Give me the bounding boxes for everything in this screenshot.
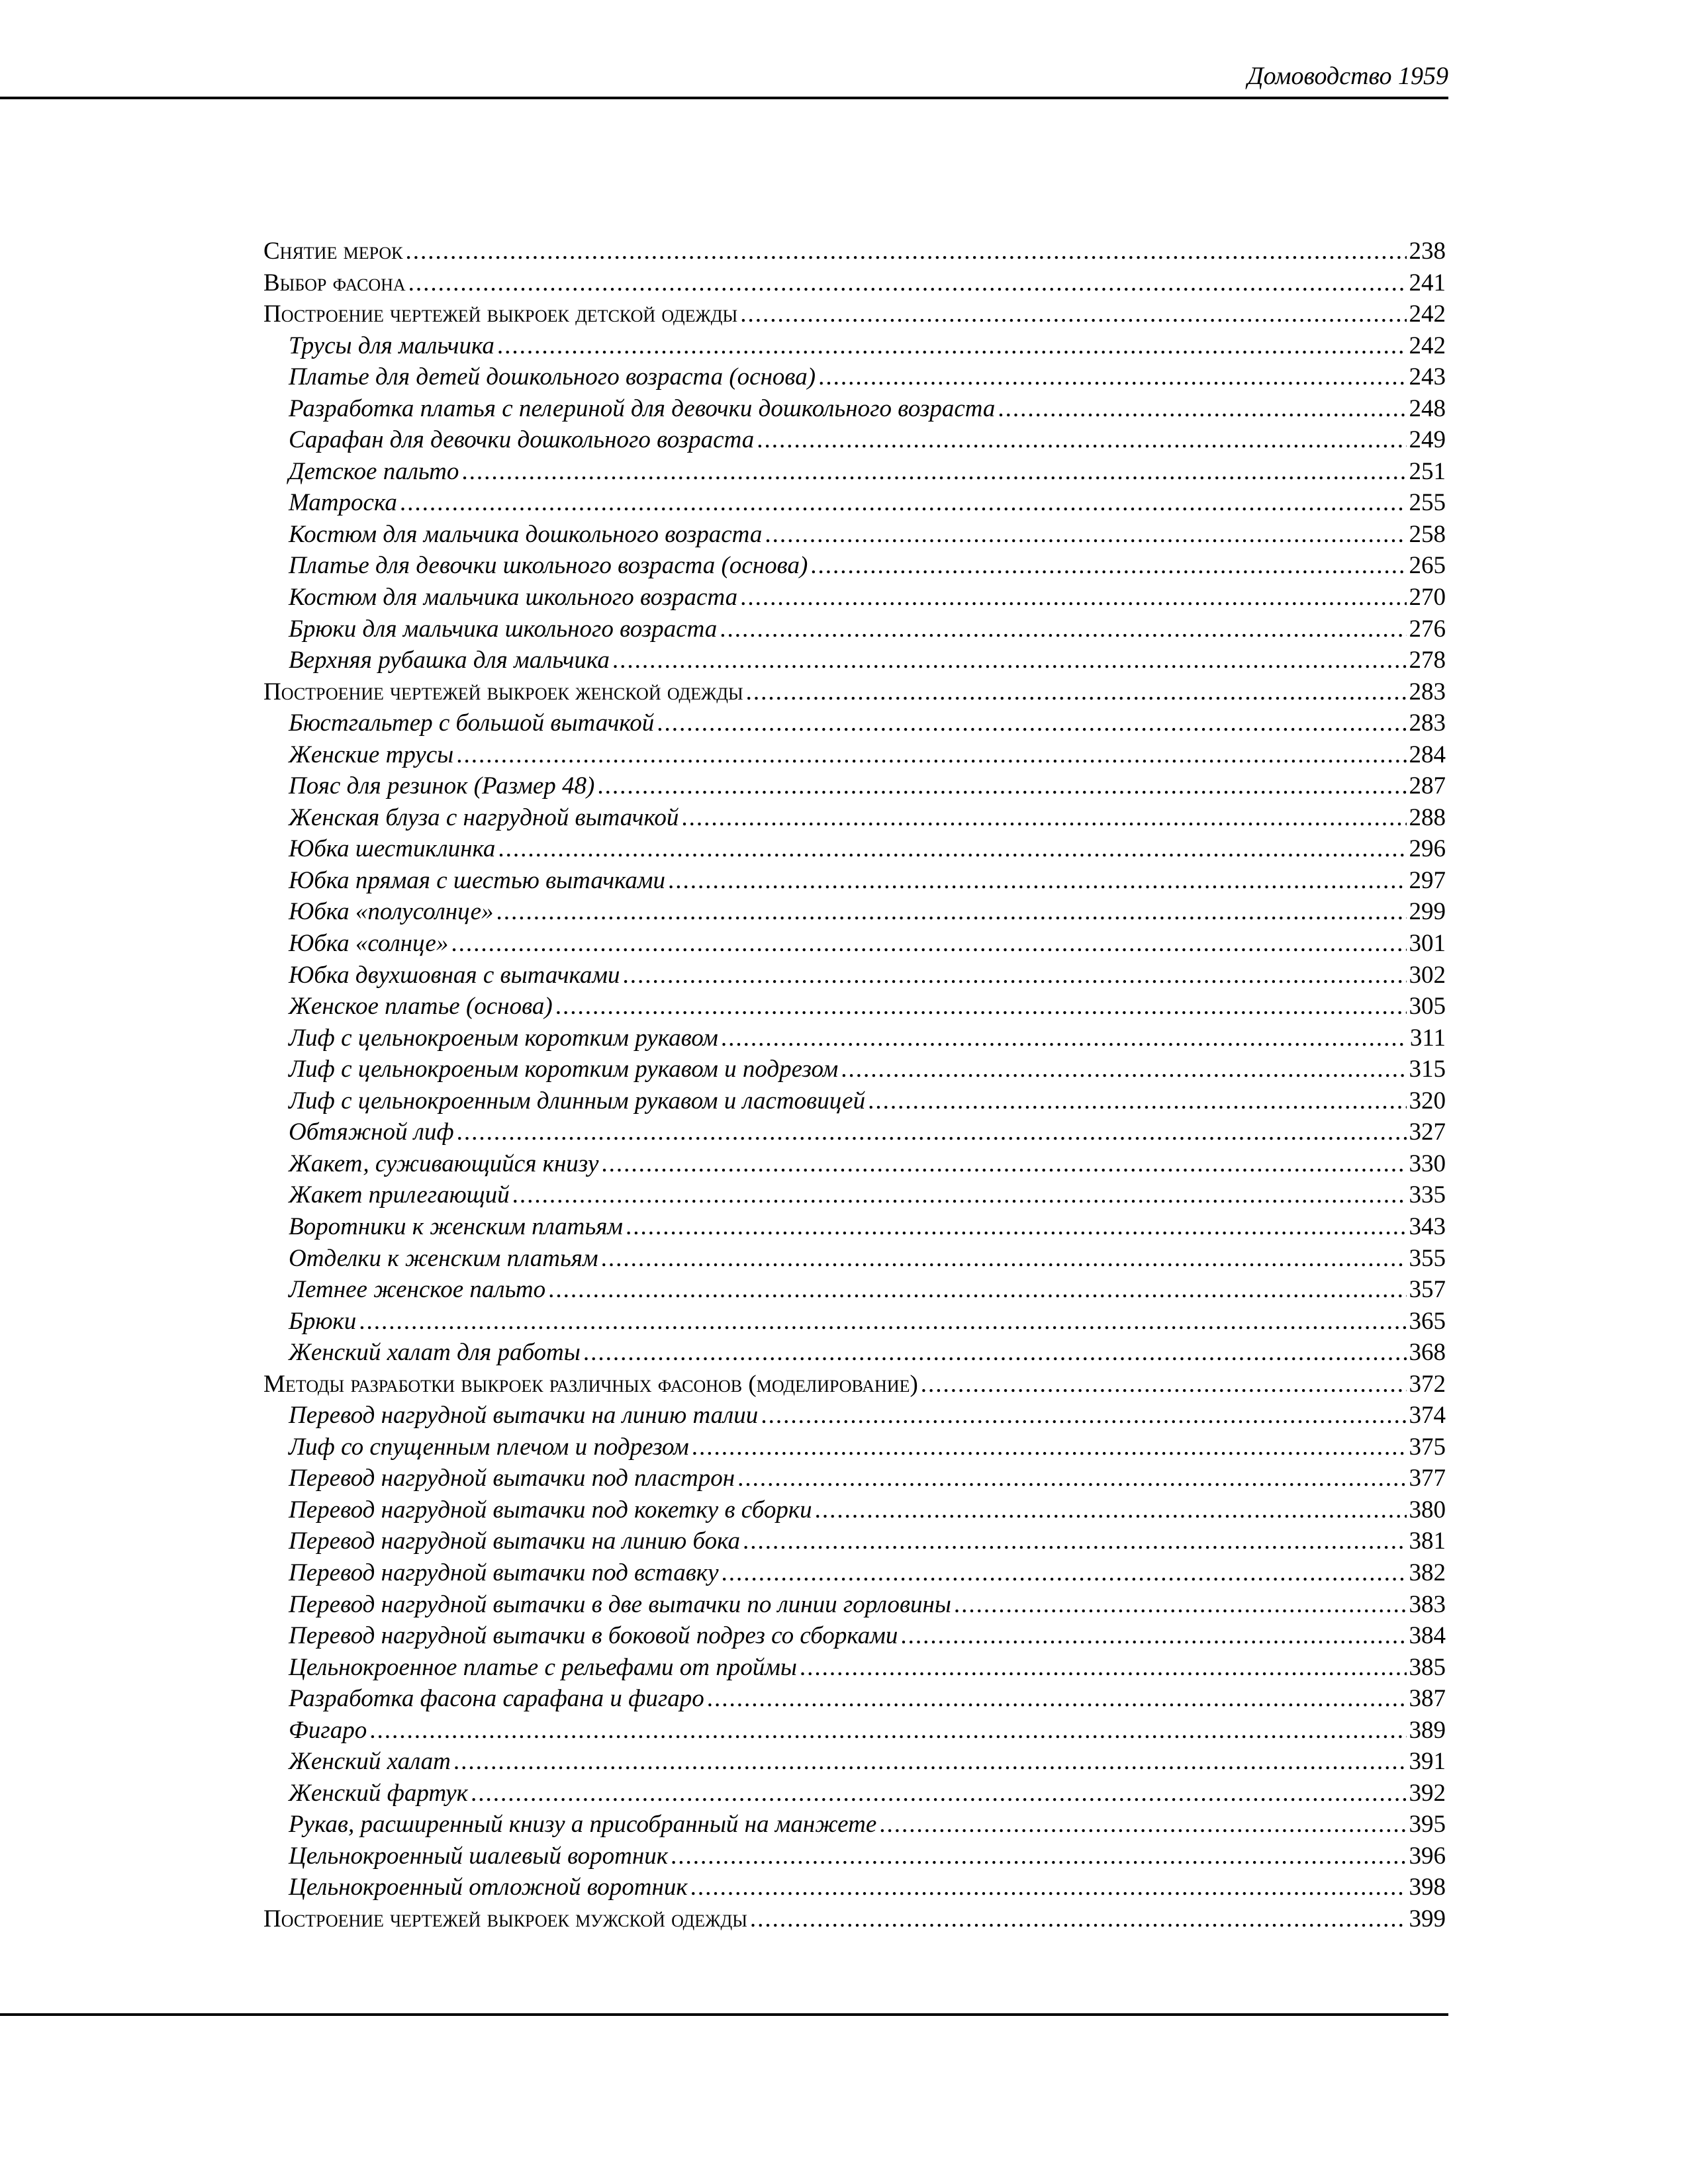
toc-entry-title: Лиф с цельнокроеным коротким рукавом: [289, 1024, 718, 1052]
toc-entry-title: Женские трусы: [289, 741, 454, 768]
toc-entry-title: Женская блуза с нагрудной вытачкой: [289, 803, 679, 831]
toc-dot-leader: [461, 456, 1406, 488]
toc-subsection-entry[interactable]: [263, 424, 1446, 456]
toc-entry-title: Разработка фасона сарафана и фигаро: [289, 1685, 704, 1713]
toc-entry-title: Перевод нагрудной вытачки под вставку: [289, 1559, 719, 1586]
toc-subsection-entry[interactable]: [263, 928, 1446, 960]
toc-subsection-entry[interactable]: [263, 645, 1446, 676]
toc-entry-title: Лиф с цельнокроенным длинным рукавом и ластовицей: [289, 1087, 866, 1115]
toc-subsection-entry[interactable]: [263, 1463, 1446, 1494]
toc-entry-title: Перевод нагрудной вытачки в две вытачки по линии горловины: [289, 1590, 951, 1618]
toc-dot-leader: [657, 707, 1406, 739]
toc-subsection-entry[interactable]: [263, 1148, 1446, 1180]
toc-subsection-entry[interactable]: [263, 1085, 1446, 1117]
toc-subsection-entry[interactable]: [263, 1054, 1446, 1085]
toc-dot-leader: [690, 1872, 1407, 1903]
toc-dot-leader: [707, 1683, 1407, 1715]
toc-entry-title: Пояс для резинок (Размер 48): [289, 772, 595, 800]
toc-dot-leader: [737, 1463, 1406, 1494]
toc-dot-leader: [921, 1369, 1407, 1400]
toc-page-number: 270: [1409, 584, 1446, 612]
toc-page-number: 365: [1409, 1307, 1446, 1335]
toc-subsection-entry[interactable]: [263, 833, 1446, 865]
toc-entry-title: Цельнокроенный шалевый воротник: [289, 1842, 669, 1870]
toc-entry-title: Обтяжной лиф: [289, 1118, 454, 1146]
toc-dot-leader: [681, 802, 1406, 834]
toc-page-number: 249: [1409, 426, 1446, 454]
footer-rule: [0, 2013, 1448, 2016]
toc-page-number: 241: [1409, 269, 1446, 296]
toc-entry-title: Женское платье (основа): [289, 993, 553, 1021]
toc-dot-leader: [743, 1525, 1406, 1557]
toc-page-number: 265: [1409, 552, 1446, 580]
toc-subsection-entry[interactable]: [263, 1652, 1446, 1684]
toc-entry-title: Юбка двухшовная с вытачками: [289, 961, 620, 989]
toc-entry-title: Воротники к женским платьям: [289, 1212, 624, 1240]
toc-subsection-entry[interactable]: [263, 1400, 1446, 1432]
toc-subsection-entry[interactable]: [263, 802, 1446, 834]
toc-dot-leader: [496, 896, 1407, 928]
toc-dot-leader: [498, 833, 1406, 865]
toc-subsection-entry[interactable]: [263, 393, 1446, 425]
toc-entry-title: Трусы для мальчика: [289, 332, 494, 359]
toc-page-number: 283: [1409, 678, 1446, 705]
toc-subsection-entry[interactable]: [263, 582, 1446, 614]
toc-dot-leader: [671, 1841, 1406, 1872]
toc-page-number: 396: [1409, 1842, 1446, 1870]
toc-page-number: 382: [1409, 1559, 1446, 1586]
toc-page-number: 398: [1409, 1874, 1446, 1901]
toc-subsection-entry[interactable]: [263, 1620, 1446, 1652]
toc-dot-leader: [471, 1778, 1407, 1809]
toc-entry-title: Костюм для мальчика дошкольного возраста: [289, 520, 763, 548]
toc-page-number: 368: [1409, 1339, 1446, 1367]
toc-page-number: 389: [1409, 1716, 1446, 1744]
toc-dot-leader: [451, 928, 1406, 960]
toc-page-number: 395: [1409, 1811, 1446, 1839]
toc-subsection-entry[interactable]: [263, 1274, 1446, 1306]
toc-dot-leader: [369, 1715, 1406, 1747]
toc-page-number: 242: [1409, 332, 1446, 359]
table-of-contents: [263, 236, 1446, 1935]
toc-page-number: 242: [1409, 300, 1446, 328]
toc-page-number: 284: [1409, 741, 1446, 768]
toc-entry-title: Матроска: [289, 489, 397, 517]
toc-dot-leader: [612, 645, 1407, 676]
toc-subsection-entry[interactable]: [263, 739, 1446, 771]
toc-page-number: 327: [1409, 1118, 1446, 1146]
toc-page-number: 387: [1409, 1685, 1446, 1713]
toc-dot-leader: [765, 519, 1406, 551]
toc-entry-title: Построение чертежей выкроек детской одежды: [263, 300, 738, 328]
toc-subsection-entry[interactable]: [263, 1557, 1446, 1589]
toc-dot-leader: [457, 1116, 1407, 1148]
toc-subsection-entry[interactable]: [263, 1715, 1446, 1747]
toc-page-number: 302: [1409, 961, 1446, 989]
toc-dot-leader: [453, 1746, 1407, 1778]
toc-section-entry[interactable]: [263, 1903, 1446, 1935]
toc-dot-leader: [900, 1620, 1406, 1652]
toc-section-entry[interactable]: [263, 267, 1446, 299]
toc-subsection-entry[interactable]: [263, 1243, 1446, 1275]
toc-dot-leader: [405, 236, 1406, 267]
toc-page-number: 251: [1409, 457, 1446, 485]
toc-dot-leader: [800, 1652, 1407, 1684]
toc-page-number: 399: [1409, 1905, 1446, 1933]
toc-dot-leader: [998, 393, 1406, 425]
toc-entry-title: Бюстгальтер с большой вытачкой: [289, 709, 655, 737]
toc-page-number: 385: [1409, 1653, 1446, 1681]
toc-entry-title: Женский фартук: [289, 1779, 468, 1807]
toc-page-number: 343: [1409, 1212, 1446, 1240]
toc-subsection-entry[interactable]: [263, 1116, 1446, 1148]
toc-entry-title: Летнее женское пальто: [289, 1276, 546, 1304]
toc-dot-leader: [879, 1809, 1406, 1841]
toc-entry-title: Лиф со спущенным плечом и подрезом: [289, 1433, 689, 1461]
toc-entry-title: Перевод нагрудной вытачки под пластрон: [289, 1465, 735, 1492]
toc-entry-title: Методы разработки выкроек различных фасонов (моделирование): [263, 1370, 918, 1398]
running-header-title: Домоводство 1959: [1247, 62, 1448, 90]
toc-subsection-entry[interactable]: [263, 1337, 1446, 1369]
toc-page-number: 335: [1409, 1181, 1446, 1209]
toc-entry-title: Верхняя рубашка для мальчика: [289, 647, 610, 674]
toc-page-number: 374: [1409, 1402, 1446, 1430]
toc-page-number: 305: [1409, 993, 1446, 1021]
toc-subsection-entry[interactable]: [263, 519, 1446, 551]
toc-subsection-entry[interactable]: [263, 487, 1446, 519]
toc-dot-leader: [601, 1148, 1406, 1180]
toc-page-number: 383: [1409, 1590, 1446, 1618]
toc-dot-leader: [583, 1337, 1407, 1369]
toc-page-number: 258: [1409, 520, 1446, 548]
toc-dot-leader: [359, 1306, 1406, 1338]
toc-dot-leader: [722, 1557, 1407, 1589]
toc-dot-leader: [868, 1085, 1406, 1117]
toc-entry-title: Цельнокроенное платье с рельефами от проймы: [289, 1653, 797, 1681]
toc-dot-leader: [623, 960, 1407, 991]
toc-page-number: 243: [1409, 363, 1446, 391]
toc-subsection-entry[interactable]: [263, 614, 1446, 645]
toc-entry-title: Снятие мерок: [263, 238, 403, 265]
toc-entry-title: Жакет, суживающийся книзу: [289, 1150, 599, 1177]
toc-entry-title: Отделки к женским платьям: [289, 1244, 598, 1272]
toc-entry-title: Сарафан для девочки дошкольного возраста: [289, 426, 755, 454]
toc-dot-leader: [720, 614, 1406, 645]
toc-subsection-entry[interactable]: [263, 707, 1446, 739]
toc-subsection-entry[interactable]: [263, 1589, 1446, 1621]
toc-dot-leader: [400, 487, 1407, 519]
toc-subsection-entry[interactable]: [263, 1211, 1446, 1243]
toc-subsection-entry[interactable]: [263, 960, 1446, 991]
toc-dot-leader: [497, 330, 1407, 362]
toc-subsection-entry[interactable]: [263, 991, 1446, 1023]
toc-page-number: 357: [1409, 1276, 1446, 1304]
toc-dot-leader: [757, 424, 1406, 456]
toc-page-number: 276: [1409, 615, 1446, 643]
toc-subsection-entry[interactable]: [263, 1778, 1446, 1809]
toc-page-number: 299: [1409, 898, 1446, 926]
toc-subsection-entry[interactable]: [263, 361, 1446, 393]
header-rule: [0, 97, 1448, 99]
toc-entry-title: Женский халат для работы: [289, 1339, 581, 1367]
toc-entry-title: Женский халат: [289, 1748, 451, 1776]
toc-dot-leader: [692, 1432, 1407, 1463]
toc-page-number: 381: [1409, 1527, 1446, 1555]
toc-dot-leader: [761, 1400, 1406, 1432]
toc-page-number: 391: [1409, 1748, 1446, 1776]
toc-subsection-entry[interactable]: [263, 1746, 1446, 1778]
toc-page-number: 355: [1409, 1244, 1446, 1272]
toc-entry-title: Костюм для мальчика школьного возраста: [289, 584, 738, 612]
toc-dot-leader: [818, 361, 1406, 393]
toc-entry-title: Фигаро: [289, 1716, 367, 1744]
toc-subsection-entry[interactable]: [263, 1179, 1446, 1211]
toc-page-number: 255: [1409, 489, 1446, 517]
toc-section-entry[interactable]: [263, 236, 1446, 267]
toc-page-number: 384: [1409, 1622, 1446, 1650]
toc-subsection-entry[interactable]: [263, 865, 1446, 897]
toc-page-number: 296: [1409, 835, 1446, 863]
toc-subsection-entry[interactable]: [263, 1023, 1446, 1054]
toc-dot-leader: [548, 1274, 1406, 1306]
toc-section-entry[interactable]: [263, 1369, 1446, 1400]
toc-subsection-entry[interactable]: [263, 1494, 1446, 1526]
toc-entry-title: Жакет прилегающий: [289, 1181, 510, 1209]
toc-dot-leader: [597, 770, 1406, 802]
toc-subsection-entry[interactable]: [263, 1809, 1446, 1841]
toc-entry-title: Лиф с цельнокроеным коротким рукавом и подрезом: [289, 1056, 839, 1083]
toc-page-number: 377: [1409, 1465, 1446, 1492]
toc-dot-leader: [408, 267, 1407, 299]
toc-entry-title: Построение чертежей выкроек женской одежды: [263, 678, 743, 705]
toc-page-number: 392: [1409, 1779, 1446, 1807]
toc-page-number: 238: [1409, 238, 1446, 265]
toc-entry-title: Перевод нагрудной вытачки в боковой подрез со сборками: [289, 1622, 898, 1650]
toc-dot-leader: [626, 1211, 1406, 1243]
toc-subsection-entry[interactable]: [263, 1841, 1446, 1872]
toc-dot-leader: [750, 1903, 1407, 1935]
toc-page-number: 287: [1409, 772, 1446, 800]
toc-page-number: 301: [1409, 930, 1446, 958]
toc-dot-leader: [512, 1179, 1407, 1211]
toc-section-entry[interactable]: [263, 298, 1446, 330]
toc-page-number: 315: [1409, 1056, 1446, 1083]
toc-dot-leader: [740, 298, 1406, 330]
toc-section-entry[interactable]: [263, 676, 1446, 708]
toc-entry-title: Детское пальто: [289, 457, 459, 485]
toc-subsection-entry[interactable]: [263, 456, 1446, 488]
toc-entry-title: Перевод нагрудной вытачки на линию талии: [289, 1402, 759, 1430]
toc-page-number: 330: [1409, 1150, 1446, 1177]
toc-entry-title: Платье для детей дошкольного возраста (основа): [289, 363, 816, 391]
toc-entry-title: Юбка «солнце»: [289, 930, 449, 958]
toc-page-number: 375: [1409, 1433, 1446, 1461]
toc-page-number: 278: [1409, 647, 1446, 674]
toc-dot-leader: [810, 550, 1406, 582]
toc-page-number: 248: [1409, 394, 1446, 422]
toc-subsection-entry[interactable]: [263, 1306, 1446, 1338]
toc-dot-leader: [456, 739, 1406, 771]
toc-page-number: 297: [1409, 866, 1446, 894]
toc-entry-title: Перевод нагрудной вытачки на линию бока: [289, 1527, 741, 1555]
toc-subsection-entry[interactable]: [263, 896, 1446, 928]
toc-subsection-entry[interactable]: [263, 330, 1446, 362]
toc-entry-title: Юбка «полусолнце»: [289, 898, 494, 926]
toc-page-number: 288: [1409, 803, 1446, 831]
toc-dot-leader: [740, 582, 1406, 614]
toc-entry-title: Юбка шестиклинка: [289, 835, 496, 863]
toc-dot-leader: [841, 1054, 1406, 1085]
toc-entry-title: Рукав, расширенный книзу а присобранный на манжете: [289, 1811, 877, 1839]
toc-dot-leader: [815, 1494, 1407, 1526]
toc-subsection-entry[interactable]: [263, 1525, 1446, 1557]
toc-entry-title: Построение чертежей выкроек мужской одежды: [263, 1905, 747, 1933]
toc-entry-title: Цельнокроенный отложной воротник: [289, 1874, 688, 1901]
toc-subsection-entry[interactable]: [263, 1683, 1446, 1715]
toc-entry-title: Перевод нагрудной вытачки под кокетку в сборки: [289, 1496, 812, 1524]
toc-entry-title: Разработка платья с пелериной для девочки дошкольного возраста: [289, 394, 996, 422]
toc-subsection-entry[interactable]: [263, 1872, 1446, 1903]
toc-page-number: 380: [1409, 1496, 1446, 1524]
toc-entry-title: Юбка прямая с шестью вытачками: [289, 866, 666, 894]
toc-page-number: 320: [1409, 1087, 1446, 1115]
toc-subsection-entry[interactable]: [263, 770, 1446, 802]
toc-subsection-entry[interactable]: [263, 1432, 1446, 1463]
toc-dot-leader: [954, 1589, 1407, 1621]
toc-page-number: 311: [1409, 1024, 1446, 1052]
toc-entry-title: Брюки для мальчика школьного возраста: [289, 615, 718, 643]
toc-dot-leader: [721, 1023, 1407, 1054]
toc-dot-leader: [668, 865, 1406, 897]
toc-entry-title: Выбор фасона: [263, 269, 406, 296]
toc-dot-leader: [746, 676, 1407, 708]
toc-entry-title: Брюки: [289, 1307, 357, 1335]
toc-entry-title: Платье для девочки школьного возраста (основа): [289, 552, 808, 580]
toc-page-number: 372: [1409, 1370, 1446, 1398]
toc-page-number: 283: [1409, 709, 1446, 737]
toc-subsection-entry[interactable]: [263, 550, 1446, 582]
toc-dot-leader: [601, 1243, 1407, 1275]
toc-dot-leader: [555, 991, 1407, 1023]
